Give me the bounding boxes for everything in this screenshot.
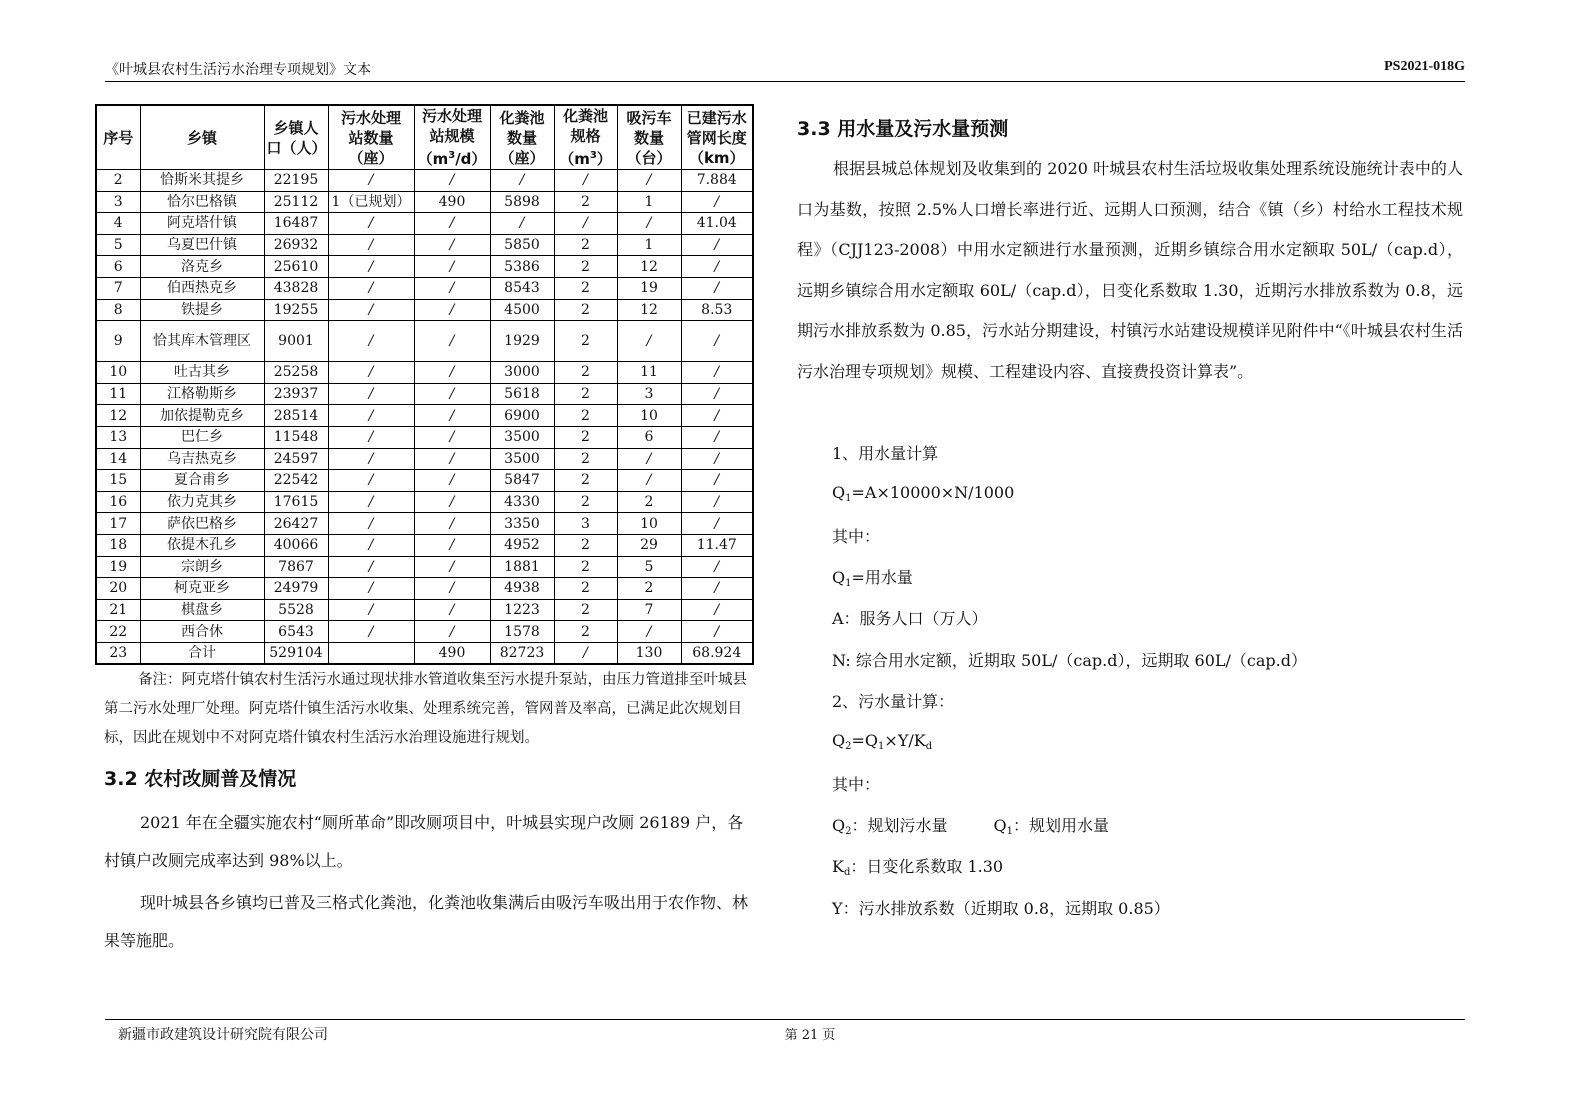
cell-septic-count: 3500 — [490, 448, 554, 470]
cell-station-scale: / — [414, 534, 490, 556]
cell-township: 依提木孔乡 — [140, 534, 264, 556]
cell-station-scale: / — [414, 256, 490, 278]
cell-index: 2 — [96, 170, 140, 192]
cell-township: 铁提乡 — [140, 299, 264, 321]
cell-station-count: / — [328, 534, 414, 556]
cell-township: 西合休 — [140, 621, 264, 643]
cell-population: 25610 — [264, 256, 328, 278]
col-header-truck-count: 吸污车 数量 （台） — [617, 105, 681, 170]
header-rule — [105, 81, 1465, 82]
cell-septic-count: 8543 — [490, 277, 554, 299]
table-row — [96, 362, 753, 384]
cell-station-count: / — [328, 621, 414, 643]
cell-index: 13 — [96, 426, 140, 448]
cell-station-count — [328, 642, 414, 664]
cell-station-count: / — [328, 405, 414, 427]
cell-township: 棋盘乡 — [140, 599, 264, 621]
document-code: PS2021-018G — [1384, 59, 1465, 74]
cell-station-scale: / — [414, 383, 490, 405]
cell-population: 11548 — [264, 426, 328, 448]
cell-station-scale: / — [414, 491, 490, 513]
cell-septic-spec: 2 — [554, 234, 617, 256]
cell-population: 22542 — [264, 470, 328, 492]
cell-index: 17 — [96, 513, 140, 535]
cell-septic-count: 82723 — [490, 642, 554, 664]
cell-station-count: / — [328, 321, 414, 362]
cell-population: 24597 — [264, 448, 328, 470]
cell-index: 23 — [96, 642, 140, 664]
cell-index: 5 — [96, 234, 140, 256]
table-row — [96, 599, 753, 621]
cell-septic-count: 4500 — [490, 299, 554, 321]
document-title: 《叶城县农村生活污水治理专项规划》文本 — [105, 62, 371, 78]
cell-pipe-length: / — [681, 448, 753, 470]
cell-station-scale: / — [414, 299, 490, 321]
cell-pipe-length: / — [681, 256, 753, 278]
cell-population: 5528 — [264, 599, 328, 621]
cell-station-count: / — [328, 470, 414, 492]
col-header-septic-spec: 化粪池 规格 $(m^3)$ — [554, 105, 617, 170]
cell-index: 15 — [96, 470, 140, 492]
cell-septic-count: 5618 — [490, 383, 554, 405]
where-label-2: 其中： — [832, 775, 881, 794]
cell-station-scale: / — [414, 213, 490, 235]
cell-township: 恰尔巴格镇 — [140, 191, 264, 213]
cell-pipe-length: 11.47 — [681, 534, 753, 556]
cell-truck-count: 19 — [617, 277, 681, 299]
cell-index: 10 — [96, 362, 140, 384]
page-header — [105, 56, 1465, 80]
table-row — [96, 534, 753, 556]
cell-pipe-length: / — [681, 362, 753, 384]
cell-index: 19 — [96, 556, 140, 578]
cell-septic-count: 1881 — [490, 556, 554, 578]
cell-station-count: / — [328, 513, 414, 535]
cell-septic-spec: 2 — [554, 191, 617, 213]
cell-index: 3 — [96, 191, 140, 213]
cell-township: 夏合甫乡 — [140, 470, 264, 492]
cell-station-scale: / — [414, 321, 490, 362]
cell-truck-count: 1 — [617, 191, 681, 213]
cell-pipe-length: / — [681, 470, 753, 492]
cell-truck-count: 12 — [617, 299, 681, 321]
cell-septic-spec: / — [554, 170, 617, 192]
cell-township: 伯西热克乡 — [140, 277, 264, 299]
cell-population: 23937 — [264, 383, 328, 405]
cell-station-scale: / — [414, 405, 490, 427]
cell-index: 4 — [96, 213, 140, 235]
cell-septic-spec: 2 — [554, 470, 617, 492]
cell-septic-count: 3000 — [490, 362, 554, 384]
cell-septic-count: 5847 — [490, 470, 554, 492]
cell-population: 529104 — [264, 642, 328, 664]
cell-septic-spec: 2 — [554, 556, 617, 578]
table-row — [96, 213, 753, 235]
cell-population: 26932 — [264, 234, 328, 256]
cell-station-scale: / — [414, 448, 490, 470]
cell-population: 25258 — [264, 362, 328, 384]
cell-population: 19255 — [264, 299, 328, 321]
cell-truck-count: 6 — [617, 426, 681, 448]
cell-septic-spec: 2 — [554, 362, 617, 384]
cell-station-scale: / — [414, 470, 490, 492]
cell-pipe-length: 41.04 — [681, 213, 753, 235]
table-row — [96, 513, 753, 535]
cell-station-count: / — [328, 599, 414, 621]
section-3-2-paragraph-1: 2021 年在全疆实施农村“厕所革命”即改厕项目中，叶城县实现户改厕 26189 户，各村镇户改厕完成率达到 98%以上。 — [104, 813, 744, 870]
cell-township: 依力克其乡 — [140, 491, 264, 513]
cell-station-count: / — [328, 277, 414, 299]
cell-truck-count: 12 — [617, 256, 681, 278]
cell-septic-spec: / — [554, 642, 617, 664]
cell-septic-spec: 2 — [554, 299, 617, 321]
cell-station-count: / — [328, 491, 414, 513]
cell-septic-count: 1578 — [490, 621, 554, 643]
cell-septic-count: 4938 — [490, 578, 554, 600]
cell-septic-count: 3500 — [490, 426, 554, 448]
cell-septic-spec: 2 — [554, 256, 617, 278]
col-header-pipe-length: 已建污水 管网长度 （km） — [681, 105, 753, 170]
table-row — [96, 321, 753, 362]
cell-township: 阿克塔什镇 — [140, 213, 264, 235]
cell-population: 9001 — [264, 321, 328, 362]
table-row — [96, 405, 753, 427]
col-header-septic-count: 化粪池 数量 （座） — [490, 105, 554, 170]
cell-station-count: / — [328, 426, 414, 448]
cell-septic-spec: 2 — [554, 448, 617, 470]
cell-township: 巴仁乡 — [140, 426, 264, 448]
cell-station-count: 1（已规划） — [328, 191, 414, 213]
cell-pipe-length: / — [681, 405, 753, 427]
cell-truck-count: 10 — [617, 513, 681, 535]
township-table — [95, 104, 754, 665]
cell-station-scale: / — [414, 621, 490, 643]
cell-septic-spec: / — [554, 213, 617, 235]
cell-township: 宗朗乡 — [140, 556, 264, 578]
cell-truck-count: 29 — [617, 534, 681, 556]
cell-population: 24979 — [264, 578, 328, 600]
cell-pipe-length: / — [681, 556, 753, 578]
def-y: Y：污水排放系数（近期取 0.8，远期取 0.85） — [832, 899, 1170, 918]
cell-population: 40066 — [264, 534, 328, 556]
table-row — [96, 234, 753, 256]
table-note: 备注：阿克塔什镇农村生活污水通过现状排水管道收集至污水提升泵站，由压力管道排至叶城县第二污水处理厂处理。阿克塔什镇生活污水收集、处理系统完善，管网普及率高，已满足此次规划目标，因此在规划中不对阿克塔什镇农村生活污水治理设施进行规划。 — [104, 672, 747, 746]
cell-septic-spec: 2 — [554, 621, 617, 643]
cell-station-scale: / — [414, 599, 490, 621]
cell-truck-count: 3 — [617, 383, 681, 405]
cell-septic-spec: 2 — [554, 534, 617, 556]
cell-index: 14 — [96, 448, 140, 470]
table-row — [96, 621, 753, 643]
cell-station-scale: / — [414, 426, 490, 448]
cell-septic-count: 5386 — [490, 256, 554, 278]
cell-pipe-length: / — [681, 277, 753, 299]
item-water-calc: 1、用水量计算 — [832, 444, 939, 463]
cell-septic-count: 4952 — [490, 534, 554, 556]
cell-station-count: / — [328, 383, 414, 405]
def-n: N: 综合用水定额，近期取 50L/（cap.d），远期取 60L/（cap.d） — [832, 651, 1307, 670]
cell-population: 16487 — [264, 213, 328, 235]
cell-township: 乌吉热克乡 — [140, 448, 264, 470]
col-header-index: 序号 — [96, 105, 140, 170]
cell-septic-count: 5850 — [490, 234, 554, 256]
cell-index: 21 — [96, 599, 140, 621]
cell-septic-spec: 2 — [554, 321, 617, 362]
cell-truck-count: 5 — [617, 556, 681, 578]
cell-truck-count: / — [617, 448, 681, 470]
cell-pipe-length: 8.53 — [681, 299, 753, 321]
cell-truck-count: 2 — [617, 491, 681, 513]
cell-township: 恰斯米其提乡 — [140, 170, 264, 192]
cell-pipe-length: / — [681, 513, 753, 535]
table-row — [96, 170, 753, 192]
cell-index: 6 — [96, 256, 140, 278]
cell-septic-count: 5898 — [490, 191, 554, 213]
cell-septic-spec: 3 — [554, 513, 617, 535]
page-number: 第 21 页 — [784, 1028, 836, 1043]
def-q1: $Q_1=$用水量 — [832, 568, 913, 589]
cell-pipe-length: / — [681, 321, 753, 362]
cell-station-count: / — [328, 213, 414, 235]
cell-township: 江格勒斯乡 — [140, 383, 264, 405]
cell-septic-count: 1223 — [490, 599, 554, 621]
cell-station-count: / — [328, 256, 414, 278]
item-sewage-calc: 2、污水量计算： — [832, 692, 955, 711]
cell-septic-spec: 2 — [554, 599, 617, 621]
cell-station-count: / — [328, 448, 414, 470]
cell-station-scale: / — [414, 578, 490, 600]
cell-septic-count: 3350 — [490, 513, 554, 535]
table-row — [96, 256, 753, 278]
table-row — [96, 448, 753, 470]
col-header-population: 乡镇人 口（人） — [264, 105, 328, 170]
col-header-station-scale: 污水处理 站规模 $(m^3/d)$ — [414, 105, 490, 170]
cell-township: 萨依巴格乡 — [140, 513, 264, 535]
cell-station-scale: / — [414, 234, 490, 256]
cell-septic-spec: 2 — [554, 578, 617, 600]
cell-station-count: / — [328, 299, 414, 321]
cell-septic-spec: 2 — [554, 491, 617, 513]
table-header-row — [96, 105, 753, 170]
cell-population: 43828 — [264, 277, 328, 299]
table-row — [96, 556, 753, 578]
cell-pipe-length: / — [681, 383, 753, 405]
cell-truck-count: 130 — [617, 642, 681, 664]
table-row — [96, 642, 753, 664]
col-header-station-count: 污水处理 站数量 （座） — [328, 105, 414, 170]
cell-station-scale: / — [414, 556, 490, 578]
cell-station-scale: 490 — [414, 191, 490, 213]
table-row — [96, 470, 753, 492]
cell-septic-count: 4330 — [490, 491, 554, 513]
cell-index: 9 — [96, 321, 140, 362]
cell-truck-count: 2 — [617, 578, 681, 600]
cell-truck-count: / — [617, 321, 681, 362]
cell-township: 乌夏巴什镇 — [140, 234, 264, 256]
cell-index: 22 — [96, 621, 140, 643]
cell-pipe-length: / — [681, 426, 753, 448]
cell-truck-count: / — [617, 470, 681, 492]
cell-septic-count: / — [490, 170, 554, 192]
table-row — [96, 299, 753, 321]
where-label-1: 其中： — [832, 527, 881, 546]
table-row — [96, 383, 753, 405]
cell-septic-spec: 2 — [554, 405, 617, 427]
cell-pipe-length: 7.884 — [681, 170, 753, 192]
table-row — [96, 426, 753, 448]
cell-station-count: / — [328, 234, 414, 256]
cell-population: 28514 — [264, 405, 328, 427]
cell-station-scale: 490 — [414, 642, 490, 664]
cell-pipe-length: 68.924 — [681, 642, 753, 664]
cell-truck-count: / — [617, 170, 681, 192]
cell-index: 16 — [96, 491, 140, 513]
def-a: A：服务人口（万人） — [832, 609, 988, 628]
cell-station-count: / — [328, 556, 414, 578]
cell-station-count: / — [328, 362, 414, 384]
cell-population: 22195 — [264, 170, 328, 192]
cell-township: 加依提勒克乡 — [140, 405, 264, 427]
table-row — [96, 578, 753, 600]
cell-population: 25112 — [264, 191, 328, 213]
cell-truck-count: 10 — [617, 405, 681, 427]
cell-township: 恰其库木管理区 — [140, 321, 264, 362]
formula-q1: $Q_1=A\times 10000\times N/1000$ — [832, 483, 1015, 504]
cell-pipe-length: / — [681, 621, 753, 643]
cell-septic-count: 1929 — [490, 321, 554, 362]
cell-septic-spec: 2 — [554, 383, 617, 405]
cell-truck-count: / — [617, 621, 681, 643]
cell-pipe-length: / — [681, 234, 753, 256]
cell-population: 26427 — [264, 513, 328, 535]
cell-index: 8 — [96, 299, 140, 321]
cell-index: 12 — [96, 405, 140, 427]
cell-township: 吐古其乡 — [140, 362, 264, 384]
cell-index: 20 — [96, 578, 140, 600]
cell-population: 6543 — [264, 621, 328, 643]
cell-truck-count: 11 — [617, 362, 681, 384]
footer-rule — [105, 1019, 1465, 1020]
table-row — [96, 491, 753, 513]
cell-pipe-length: / — [681, 599, 753, 621]
cell-septic-spec: 2 — [554, 426, 617, 448]
def-kd: $K_d$：日变化系数取 1.30 — [832, 857, 1004, 878]
cell-station-scale: / — [414, 362, 490, 384]
cell-township: 柯克亚乡 — [140, 578, 264, 600]
section-3-3-heading: 3.3 用水量及污水量预测 — [797, 118, 1009, 140]
footer-company: 新疆市政建筑设计研究院有限公司 — [118, 1027, 328, 1043]
cell-septic-count: / — [490, 213, 554, 235]
cell-truck-count: / — [617, 213, 681, 235]
cell-septic-count: 6900 — [490, 405, 554, 427]
cell-station-count: / — [328, 578, 414, 600]
cell-truck-count: 1 — [617, 234, 681, 256]
cell-index: 11 — [96, 383, 140, 405]
cell-pipe-length: / — [681, 491, 753, 513]
cell-pipe-length: / — [681, 578, 753, 600]
table-row — [96, 277, 753, 299]
cell-index: 18 — [96, 534, 140, 556]
cell-township: 洛克乡 — [140, 256, 264, 278]
section-3-2-paragraph-2: 现叶城县各乡镇均已普及三格式化粪池，化粪池收集满后由吸污车吸出用于农作物、林果等施肥。 — [104, 893, 749, 950]
cell-station-scale: / — [414, 513, 490, 535]
def-q2-q1: $Q_2$：规划污水量 $Q_1$：规划用水量 — [832, 816, 1110, 837]
cell-township: 合计 — [140, 642, 264, 664]
formula-q2: $Q_2=Q_1\times Y/K_d$ — [832, 731, 933, 752]
cell-station-scale: / — [414, 277, 490, 299]
cell-population: 17615 — [264, 491, 328, 513]
table-row — [96, 191, 753, 213]
cell-station-scale: / — [414, 170, 490, 192]
section-3-3-paragraph: 根据县城总体规划及收集到的 2020 叶城县农村生活垃圾收集处理系统设施统计表中的人口为基数，按照 2.5%人口增长率进行近、远期人口预测，结合《镇（乡）村给水工程技术规程》（CJJ123-2008）中用水定额进行水量预测，近期乡镇综合用水定额取 50L/（cap.d），远期乡镇综合用水定额取 60L/（cap.d），日变化系数取 1.30，近期污水排放系数为 0.8，远期污水排放系数为 0.85，污水站分期建设，村镇污水站建设规模详见附件中“《叶城县农村生活污水治理专项规划》规模、工程建设内容、直接费投资计算表”。 — [797, 159, 1463, 381]
cell-population: 7867 — [264, 556, 328, 578]
section-3-2-heading: 3.2 农村改厕普及情况 — [104, 768, 297, 790]
cell-index: 7 — [96, 277, 140, 299]
cell-pipe-length: / — [681, 191, 753, 213]
cell-station-count: / — [328, 170, 414, 192]
cell-truck-count: 7 — [617, 599, 681, 621]
col-header-township: 乡镇 — [140, 105, 264, 170]
cell-septic-spec: 2 — [554, 277, 617, 299]
